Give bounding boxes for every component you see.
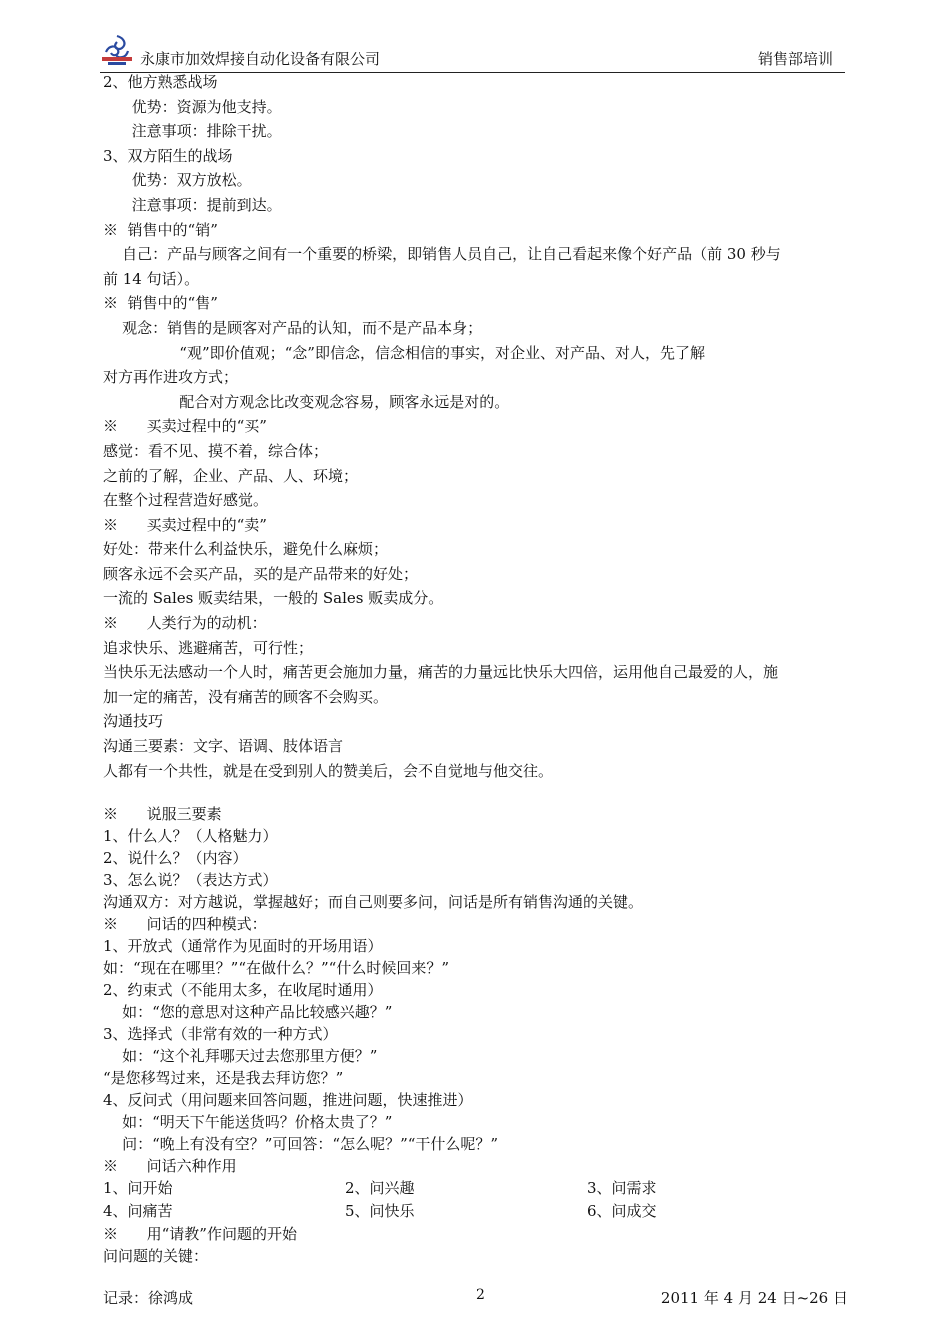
text-line: ※ 销售中的“售” <box>103 294 218 313</box>
text-line: 当快乐无法感动一个人时，痛苦更会施加力量，痛苦的力量远比快乐大四倍，运用他自己最爱的人，施 <box>103 663 779 682</box>
text-line: 问问题的关键： <box>103 1247 209 1266</box>
text-block-a <box>103 70 860 783</box>
text-line: 顾客永远不会买产品，买的是产品带来的好处； <box>103 564 419 583</box>
text-line: 3、双方陌生的战场 <box>103 146 233 165</box>
text-line: 优势：双方放松。 <box>103 171 252 190</box>
text-line: 沟通双方：对方越说，掌握越好；而自己则要多问，问话是所有销售沟通的关键。 <box>103 893 644 912</box>
text-line: 观念：销售的是顾客对产品的认知，而不是产品本身； <box>103 318 483 337</box>
function-item: 5、问快乐 <box>345 1202 415 1221</box>
text-line: 1、什么人？（人格魅力） <box>103 827 278 846</box>
text-line: 追求快乐、逃避痛苦，可行性； <box>103 638 314 657</box>
text-line: 3、怎么说？（表达方式） <box>103 871 278 890</box>
text-line: “是您移驾过来，还是我去拜访您？” <box>103 1069 344 1088</box>
text-block-b <box>103 803 860 1177</box>
date-text: 2011 年 4 月 24 日~26 日 <box>660 1289 848 1307</box>
page-number: 2 <box>476 1287 485 1303</box>
text-line: 感觉：看不见、摸不着，综合体； <box>103 441 329 460</box>
text-line: 自己：产品与顾客之间有一个重要的桥梁，即销售人员自己，让自己看起来像个好产品（前 30 秒与 <box>103 245 781 264</box>
text-line: 如：“这个礼拜哪天过去您那里方便？” <box>103 1047 378 1066</box>
function-item: 1、问开始 <box>103 1179 173 1198</box>
text-line: 对方再作进攻方式； <box>103 368 239 387</box>
function-item: 4、问痛苦 <box>103 1202 173 1221</box>
text-line: 沟通技巧 <box>103 712 164 731</box>
text-line: 如：“明天下午能送货吗？价格太贵了？” <box>103 1113 393 1132</box>
text-line: 2、他方熟悉战场 <box>103 73 218 91</box>
function-item: 3、问需求 <box>587 1179 657 1198</box>
text-line: ※ 销售中的“销” <box>103 220 218 239</box>
text-line: 前 14 句话）。 <box>103 269 200 288</box>
question-functions-table <box>103 1177 860 1223</box>
function-item: 6、问成交 <box>587 1202 657 1221</box>
text-line: 在整个过程营造好感觉。 <box>103 491 269 510</box>
document-body <box>103 70 860 1267</box>
text-line: 沟通三要素：文字、语调、肢体语言 <box>103 737 344 756</box>
function-row <box>103 1200 860 1223</box>
text-line: 问：“晚上有没有空？”可回答：“怎么呢？”“干什么呢？” <box>103 1135 499 1154</box>
text-line: 4、反问式（用问题来回答问题，推进问题，快速推进） <box>103 1091 473 1110</box>
text-line: 人都有一个共性，就是在受到别人的赞美后，会不自觉地与他交往。 <box>103 761 554 780</box>
text-line: 如：“您的意思对这种产品比较感兴趣？” <box>103 1003 393 1022</box>
blank-gap <box>103 783 860 803</box>
department-name: 销售部培训 <box>757 50 833 68</box>
text-line: 好处：带来什么利益快乐，避免什么麻烦； <box>103 540 389 559</box>
company-logo-icon <box>100 32 134 66</box>
text-line: 注意事项：排除干扰。 <box>103 122 282 141</box>
text-block-c <box>103 1223 860 1267</box>
text-line: 之前的了解，企业、产品、人、环境； <box>103 466 359 485</box>
text-line: ※ 问话的四种模式： <box>103 915 267 934</box>
text-line: ※ 问话六种作用 <box>103 1157 237 1176</box>
text-line: ※ 用“请教”作问题的开始 <box>103 1225 297 1244</box>
recorder-text: 记录：徐鸿成 <box>103 1289 194 1307</box>
text-line: ※ 买卖过程中的“卖” <box>103 515 267 534</box>
function-item: 2、问兴趣 <box>345 1179 415 1198</box>
text-line: 1、开放式（通常作为见面时的开场用语） <box>103 937 383 956</box>
text-line: 3、选择式（非常有效的一种方式） <box>103 1025 338 1044</box>
text-line: 优势：资源为他支持。 <box>103 97 282 116</box>
text-line: 配合对方观念比改变观念容易，顾客永远是对的。 <box>103 392 510 411</box>
text-line: ※ 买卖过程中的“买” <box>103 417 267 436</box>
text-line: 如：“现在在哪里？”“在做什么？”“什么时候回来？” <box>103 959 450 978</box>
text-line: ※ 说服三要素 <box>103 805 222 824</box>
text-line: 2、约束式（不能用太多，在收尾时通用） <box>103 981 383 1000</box>
text-line: 注意事项：提前到达。 <box>103 195 282 214</box>
text-line: 一流的 Sales 贩卖结果，一般的 Sales 贩卖成分。 <box>103 589 444 608</box>
text-line: 加一定的痛苦，没有痛苦的顾客不会购买。 <box>103 687 389 706</box>
page-header <box>100 32 845 73</box>
text-line: ※ 人类行为的动机： <box>103 614 267 633</box>
function-row <box>103 1177 860 1200</box>
text-line: 2、说什么？（内容） <box>103 849 248 868</box>
text-line: “观”即价值观；“念”即信念，信念相信的事实，对企业、对产品、对人，先了解 <box>103 343 705 362</box>
company-name: 永康市加效焊接自动化设备有限公司 <box>140 50 381 68</box>
